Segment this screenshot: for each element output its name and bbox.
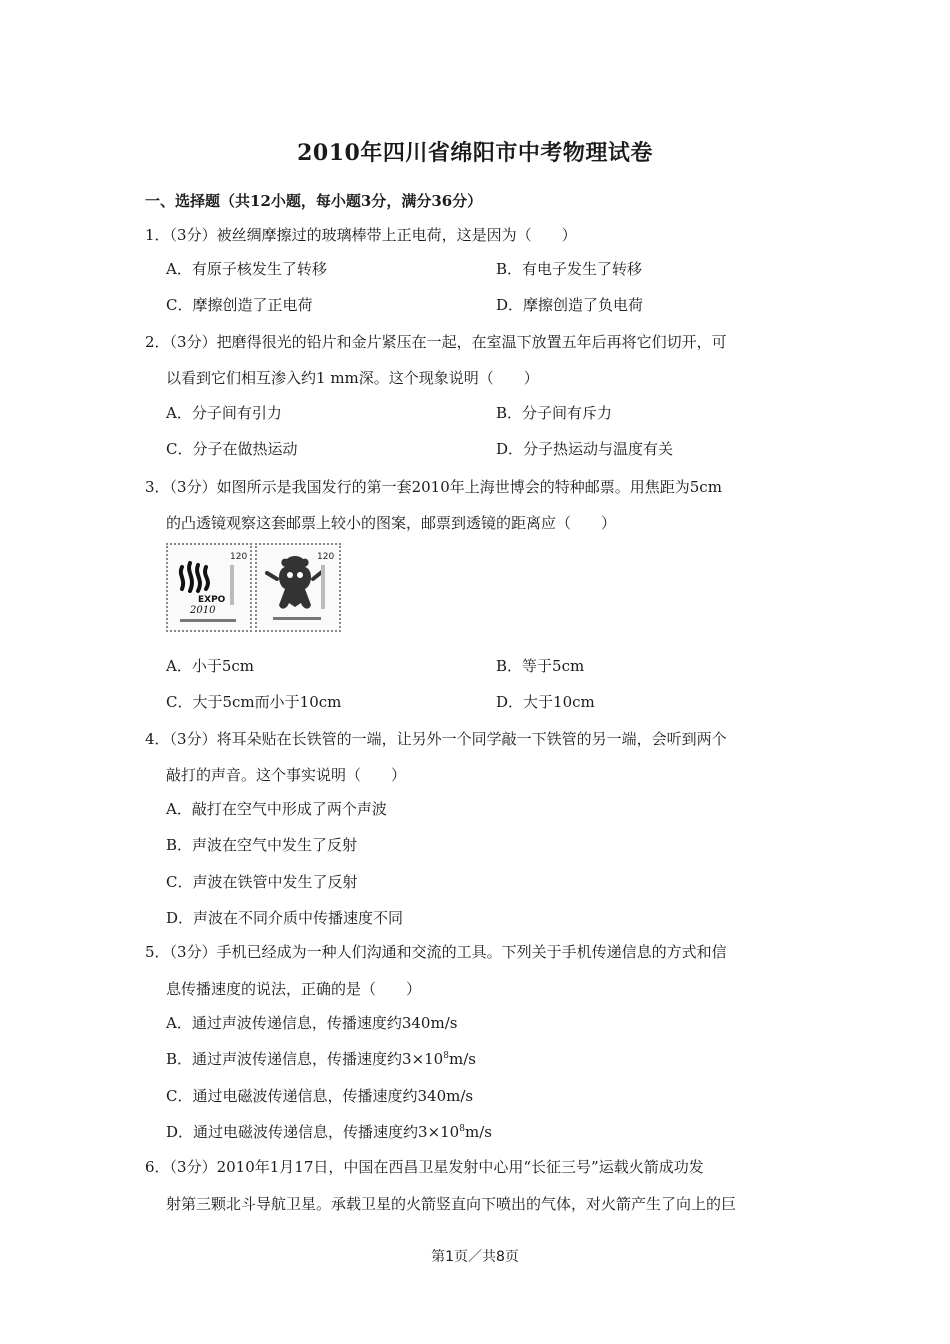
q3-option-c: C．大于5cm而小于10cm xyxy=(166,693,342,711)
q5-option-b xyxy=(166,1048,476,1069)
q3-option-b: B．等于5cm xyxy=(496,657,585,675)
q5-option-d-unit: m/s xyxy=(464,1123,492,1141)
q5-option-d-main: D．通过电磁波传递信息，传播速度约3×10 xyxy=(166,1123,460,1141)
q5-option-b-main: B．通过声波传递信息，传播速度约3×10 xyxy=(166,1050,444,1068)
page-footer: 第1页／共8页 xyxy=(431,1249,519,1265)
q5-option-b-exponent: 8 xyxy=(443,1051,449,1061)
q1-option-a: A．有原子核发生了转移 xyxy=(166,260,327,278)
q5-option-c: C．通过电磁波传递信息，传播速度约340m/s xyxy=(166,1087,474,1105)
question-6-text-cont: 射第三颗北斗导航卫星。承载卫星的火箭竖直向下喷出的气体，对火箭产生了向上的巨 xyxy=(166,1195,737,1213)
question-2-text-cont: 以看到它们相互渗入约1 mm深。这个现象说明（ ） xyxy=(166,369,539,387)
question-5-text-cont: 息传播速度的说法，正确的是（ ） xyxy=(166,980,422,998)
q4-option-d: D．声波在不同介质中传播速度不同 xyxy=(166,909,404,927)
q2-option-a: A．分子间有引力 xyxy=(166,404,282,422)
expo-logo-stamp xyxy=(166,543,252,632)
question-4-text: 4．（3分）将耳朵贴在长铁管的一端，让另外一个同学敲一下铁管的另一端，会听到两个 xyxy=(145,730,727,748)
stamp-year-text: 2010 xyxy=(190,605,216,616)
q2-option-d: D．分子热运动与温度有关 xyxy=(496,440,674,458)
q5-option-d-exponent: 8 xyxy=(459,1124,465,1134)
haibao-mascot-stamp xyxy=(255,543,341,632)
q4-option-a: A．敲打在空气中形成了两个声波 xyxy=(166,800,387,818)
question-3-text-cont: 的凸透镜观察这套邮票上较小的图案，邮票到透镜的距离应（ ） xyxy=(166,514,617,532)
q4-option-c: C．声波在铁管中发生了反射 xyxy=(166,873,358,891)
expo-stamps-figure xyxy=(166,543,342,634)
q1-option-b: B．有电子发生了转移 xyxy=(496,260,643,278)
question-6-text: 6．（3分）2010年1月17日，中国在西昌卫星发射中心用“长征三号”运载火箭成功发 xyxy=(145,1158,704,1176)
q2-option-b: B．分子间有斥力 xyxy=(496,404,613,422)
page-title: 2010年四川省绵阳市中考物理试卷 xyxy=(297,140,653,166)
stamp-value-right: 120 xyxy=(317,552,335,562)
question-3-text: 3．（3分）如图所示是我国发行的第一套2010年上海世博会的特种邮票。用焦距为5cm xyxy=(145,478,722,496)
q2-option-c: C．分子在做热运动 xyxy=(166,440,298,458)
question-2-text: 2．（3分）把磨得很光的铅片和金片紧压在一起，在室温下放置五年后再将它们切开，可 xyxy=(145,333,727,351)
q4-option-b: B．声波在空气中发生了反射 xyxy=(166,836,358,854)
q5-option-b-unit: m/s xyxy=(448,1050,476,1068)
stamp-logo-text: EXPO xyxy=(198,595,226,605)
expo-logo-icon xyxy=(168,545,250,630)
q1-option-d: D．摩擦创造了负电荷 xyxy=(496,296,644,314)
q5-option-a: A．通过声波传递信息，传播速度约340m/s xyxy=(166,1014,458,1032)
q5-option-d xyxy=(166,1121,492,1142)
q1-option-c: C．摩擦创造了正电荷 xyxy=(166,296,313,314)
question-5-text: 5．（3分）手机已经成为一种人们沟通和交流的工具。下列关于手机传递信息的方式和信 xyxy=(145,943,727,961)
question-4-text-cont: 敲打的声音。这个事实说明（ ） xyxy=(166,766,407,784)
section-heading: 一、选择题（共12小题，每小题3分，满分36分） xyxy=(145,192,483,210)
question-1-text: 1．（3分）被丝绸摩擦过的玻璃棒带上正电荷，这是因为（ ） xyxy=(145,226,577,244)
q3-option-d: D．大于10cm xyxy=(496,693,595,711)
mascot-icon xyxy=(257,545,339,630)
q3-option-a: A．小于5cm xyxy=(166,657,255,675)
stamp-value-left: 120 xyxy=(230,552,248,562)
